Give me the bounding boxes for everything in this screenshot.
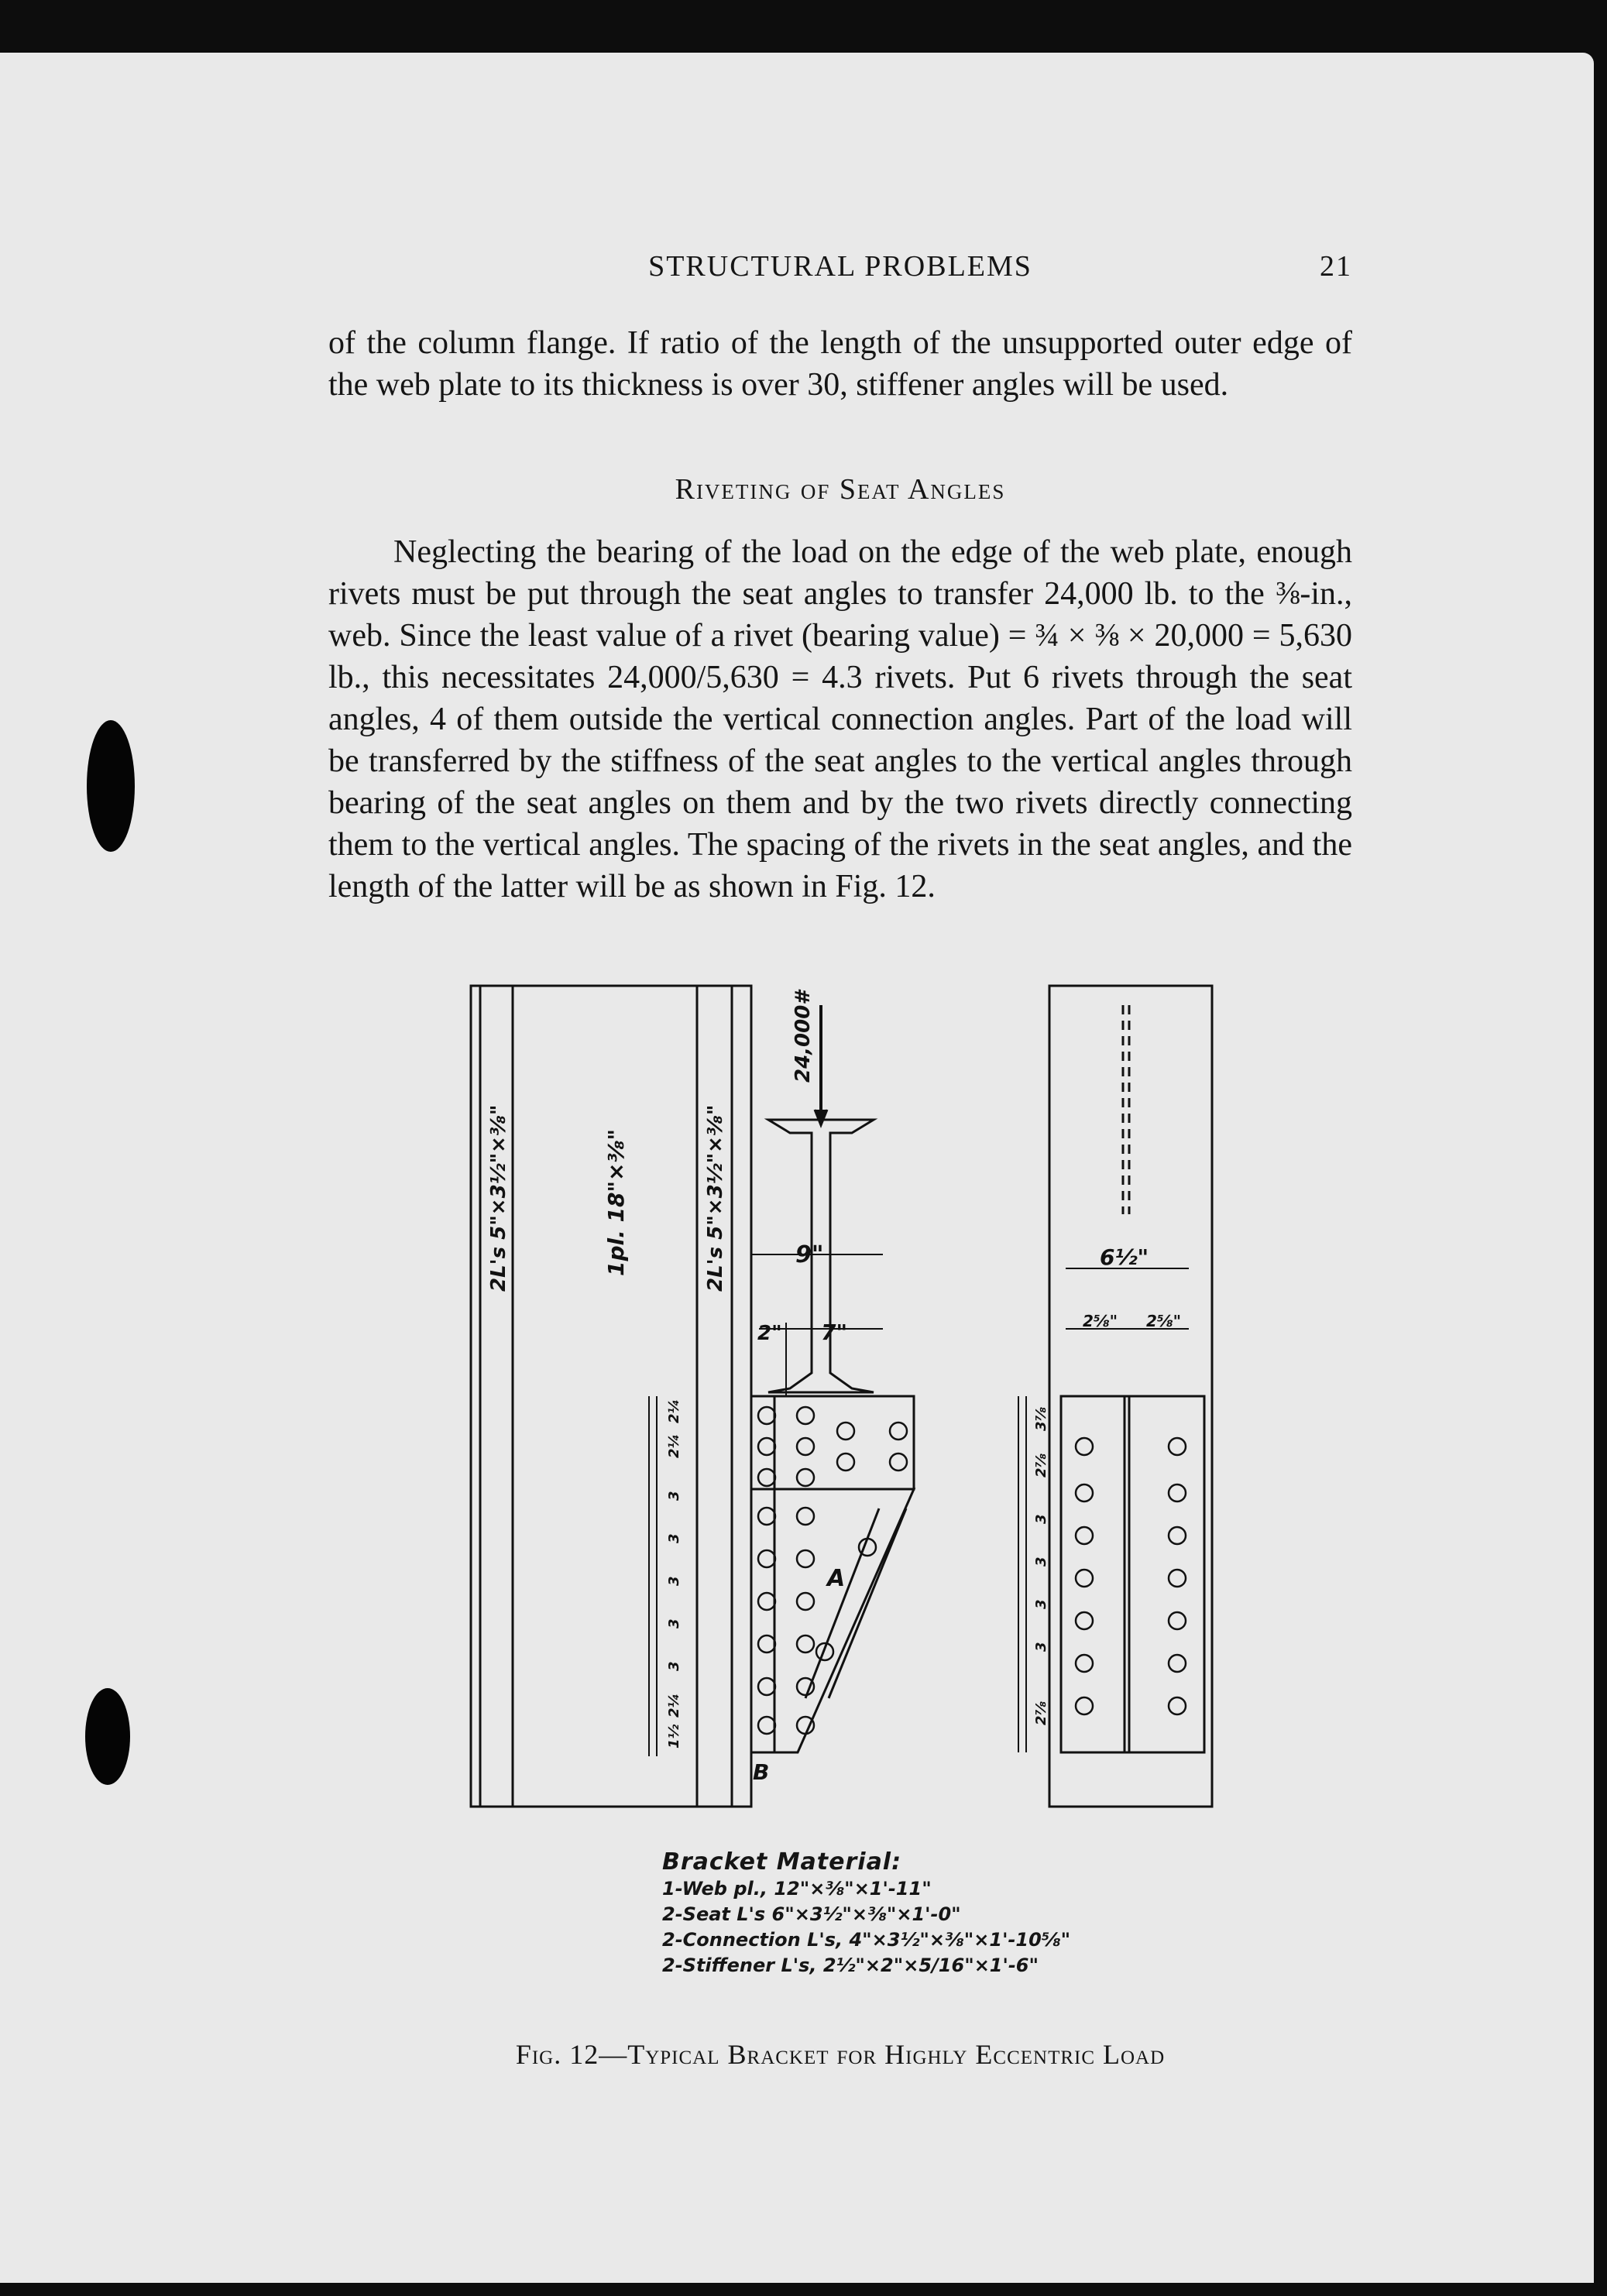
spacing-left-2: 3 [666, 1491, 682, 1501]
paragraph-continuation [328, 322, 1352, 406]
label-web-plate: 1pl. 18"×⅜" [603, 1128, 629, 1276]
material-title: Bracket Material: [662, 1848, 902, 1876]
spacing-left-4: 3 [666, 1576, 682, 1586]
header-title: STRUCTURAL PROBLEMS [648, 250, 1032, 283]
spacing-right-3: 3 [1033, 1556, 1049, 1567]
spacing-right-1: 2⅞ [1033, 1453, 1049, 1477]
dimension-2-5-8-b: 2⅝" [1146, 1312, 1182, 1330]
section-heading: Riveting of Seat Angles [675, 473, 1006, 506]
ink-blot-lower [85, 1688, 130, 1785]
spacing-left-3: 3 [666, 1533, 682, 1543]
spacing-left-0: 2¼ [666, 1399, 682, 1423]
label-load: 24,000# [791, 990, 815, 1083]
material-line-1: 1-Web pl., 12"×⅜"×1'-11" [662, 1878, 932, 1900]
paragraph-rivets [328, 531, 1352, 908]
dimension-2: 2" [757, 1322, 782, 1345]
spacing-labels-right [1033, 1406, 1049, 1725]
paragraph-2: Neglecting the bearing of the load on the edge of the web plate, enough rivets must be put through the seat angles to transfer 24,000 lb. to the ⅜-in., web. Since the least value of a rivet (bearing value) = ¾ × ⅜ × 20,000 = 5,630 lb., this necessitates 24,000/5,630 = 4.3 rivets. Put 6 rivets through the seat angles, 4 of them outside the vertical connection angles. Part of the load will be transferred by the stiffness of the seat angles to the vertical angles through bearing of the seat angles on them and by the two rivets directly connecting them to the vertical angles. The spacing of the rivets in the seat angles, and the length of the latter will be as shown in Fig. 12. [328, 534, 1352, 904]
running-header [328, 249, 1352, 288]
web-plate [774, 1489, 914, 1752]
spacing-left-5: 3 [666, 1618, 682, 1628]
spacing-right-6: 2⅞ [1033, 1701, 1049, 1725]
figure-12-drawing [449, 982, 1224, 1818]
spacing-left-1: 2¼ [666, 1433, 682, 1458]
spacing-right-4: 3 [1033, 1599, 1049, 1609]
rivets-side-view [1076, 1438, 1186, 1714]
dimension-9: 9" [795, 1241, 824, 1268]
material-line-4: 2-Stiffener L's, 2½"×2"×5/16"×1'-6" [662, 1955, 1039, 1976]
ink-blot-upper [87, 720, 135, 852]
label-flange-left: 2L's 5"×3½"×⅜" [487, 1104, 510, 1292]
label-flange-right: 2L's 5"×3½"×⅜" [704, 1104, 727, 1292]
spacing-labels-left [666, 1399, 682, 1749]
spacing-left-6: 3 [666, 1661, 682, 1671]
material-line-3: 2-Connection L's, 4"×3½"×⅜"×1'-10⅝" [662, 1929, 1071, 1951]
dimension-6-half: 6½" [1100, 1244, 1149, 1270]
material-line-2: 2-Seat L's 6"×3½"×⅜"×1'-0" [662, 1903, 961, 1925]
page-number: 21 [1320, 250, 1352, 283]
spacing-right-5: 3 [1033, 1642, 1049, 1652]
connection-angle [751, 1396, 774, 1752]
dimension-2-5-8-a: 2⅝" [1083, 1312, 1118, 1330]
bracket-material-list [662, 1849, 1096, 1979]
spacing-left-7: 2¼ [666, 1693, 682, 1718]
paragraph-1: of the column flange. If ratio of the length of the unsupported outer edge of the web plate to its thickness is over 30, stiffener angles will be used. [328, 325, 1352, 403]
spacing-left-8: 1½ [666, 1724, 682, 1749]
spacing-right-2: 3 [1033, 1514, 1049, 1524]
bracket-drawing [449, 982, 1224, 1818]
dimension-7: 7" [821, 1320, 848, 1345]
label-point-B: B [753, 1759, 770, 1785]
figure-caption: Fig. 12—Typical Bracket for Highly Eccentric Load [515, 2039, 1166, 2070]
label-stiffener-A: A [827, 1565, 846, 1592]
spacing-right-0: 3⅞ [1033, 1406, 1049, 1431]
